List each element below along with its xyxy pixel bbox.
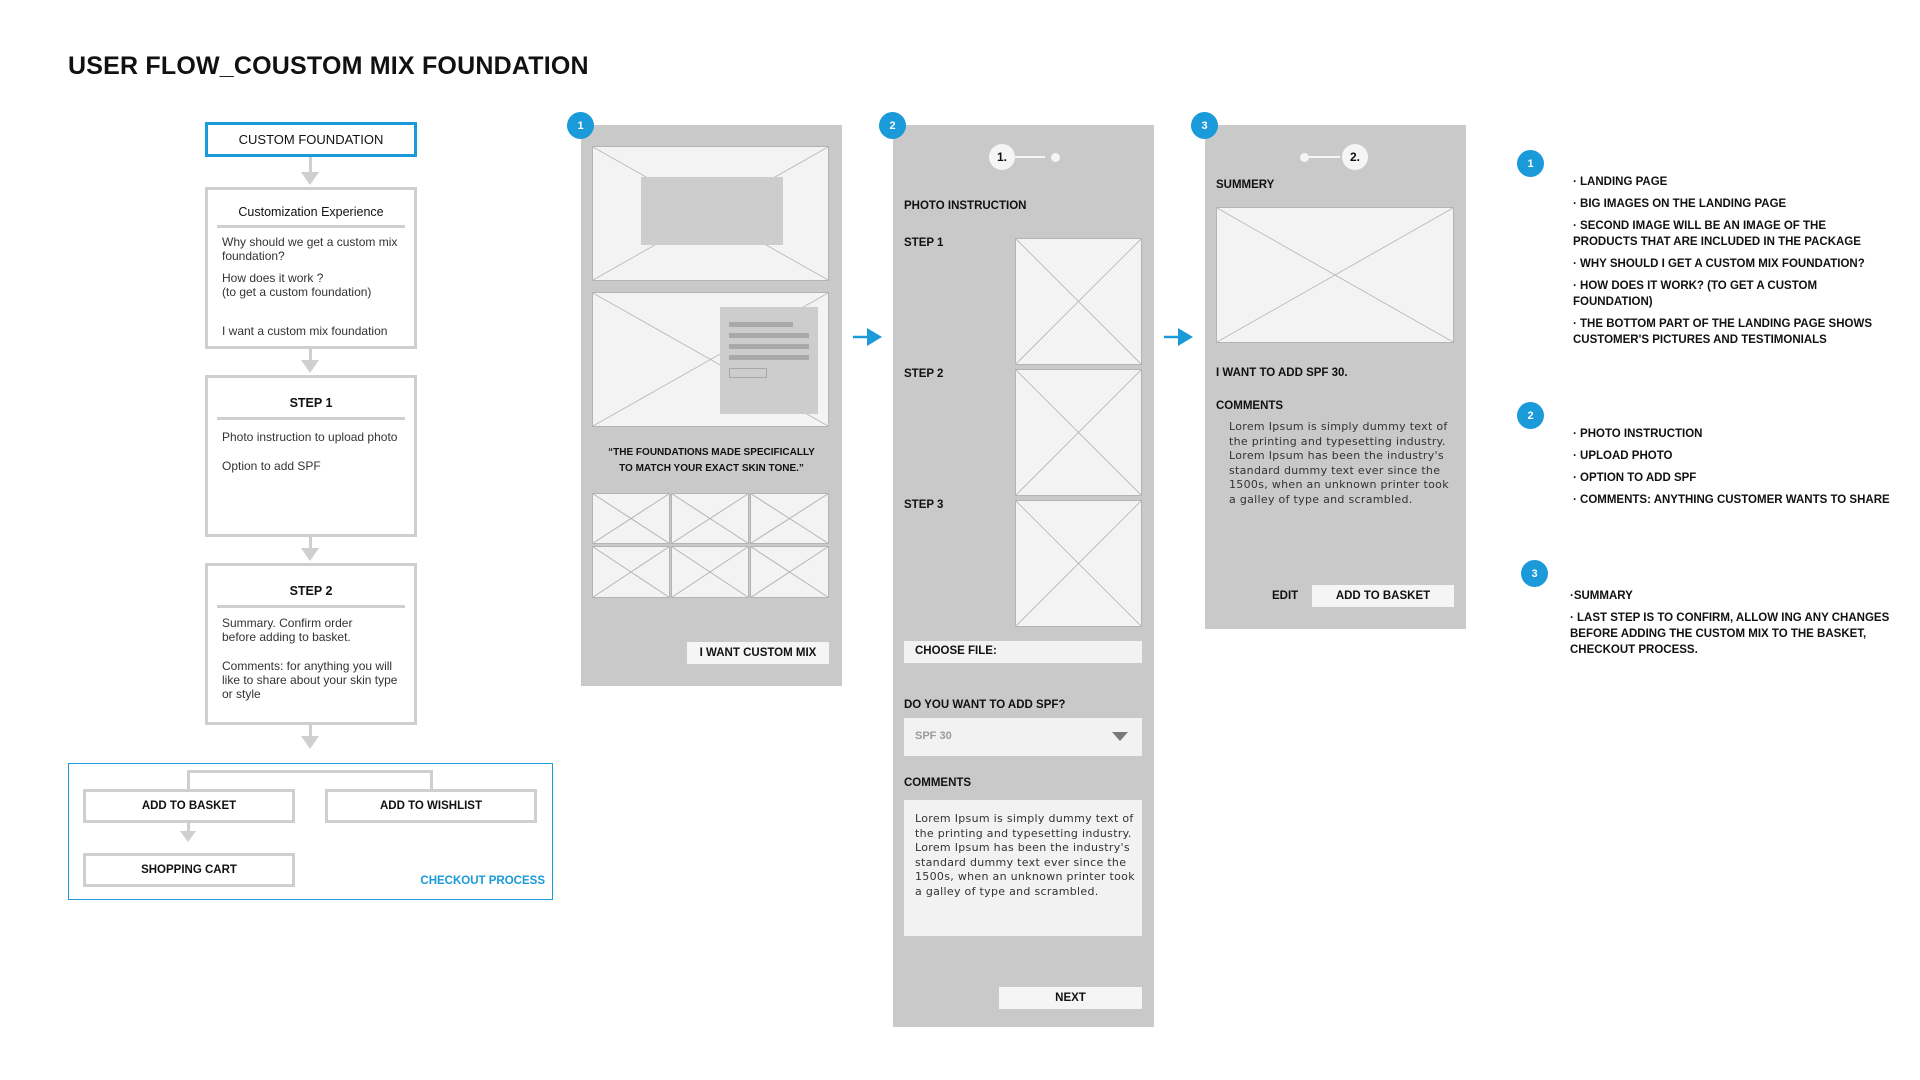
node-text: Comments: for anything you will like to share about your skin type or style [222, 659, 398, 701]
node-text: I want a custom mix foundation [222, 324, 388, 338]
landing-page-screen [581, 125, 842, 686]
comments-textarea[interactable] [904, 800, 1142, 936]
add-to-wishlist-node[interactable]: ADD TO WISHLIST [325, 789, 537, 823]
arrow-down-icon [301, 360, 319, 373]
note-badge-3: 3 [1521, 560, 1548, 587]
tagline-quote: “THE FOUNDATIONS MADE SPECIFICALLY TO MATCH YOUR EXACT SKIN TONE.” [608, 447, 815, 474]
product-image-placeholder [592, 292, 829, 427]
hero-image-placeholder [592, 146, 829, 281]
step1-node [205, 375, 417, 537]
arrow-down-icon [180, 831, 196, 842]
photo-instruction-heading: PHOTO INSTRUCTION [904, 200, 1027, 212]
divider [217, 605, 405, 608]
note-item: · WHY SHOULD I GET A CUSTOM MIX FOUNDATION? [1573, 258, 1865, 270]
hero-content-block [641, 177, 783, 245]
arrow-down-icon [301, 548, 319, 561]
node-title: Customization Experience [238, 205, 384, 219]
node-text: How does it work ? (to get a custom foundation) [222, 271, 372, 299]
spf-select[interactable] [904, 718, 1142, 756]
note-list-3 [1570, 588, 1890, 664]
product-info-card [720, 307, 818, 414]
note-badge-2: 2 [1517, 402, 1544, 429]
node-text: Summary. Confirm order before adding to basket. [222, 616, 353, 644]
step3-image-placeholder [1015, 500, 1142, 627]
summary-screen [1205, 125, 1466, 629]
screen-badge-2: 2 [879, 112, 906, 139]
mini-button [729, 368, 767, 378]
note-item: · LAST STEP IS TO CONFIRM, ALLOW ING ANY CHANGES BEFORE ADDING THE CUSTOM MIX TO THE BASKET, CHECKOUT PROCESS. [1570, 612, 1890, 656]
note-item: ·SUMMARY [1570, 590, 1633, 602]
progress-step-active: 1. [989, 144, 1015, 170]
checkout-process-label: CHECKOUT PROCESS [420, 875, 545, 887]
note-item: · HOW DOES IT WORK? (TO GET A CUSTOM FOUNDATION) [1573, 280, 1818, 308]
progress-step-next [1051, 153, 1060, 162]
arrow-down-icon [301, 172, 319, 185]
flowchart [0, 0, 560, 910]
photo-instruction-screen [893, 125, 1154, 1027]
customization-experience-node [205, 187, 417, 349]
step3-label: STEP 3 [904, 499, 944, 511]
screen-badge-1: 1 [567, 112, 594, 139]
testimonial-grid [592, 493, 829, 598]
arrow-down-icon [301, 736, 319, 749]
node-title: STEP 2 [289, 584, 333, 598]
choose-file-input[interactable] [904, 641, 1142, 663]
spf-summary-line: I WANT TO ADD SPF 30. [1216, 367, 1348, 379]
arrow-right-icon [1164, 326, 1194, 348]
note-item: · LANDING PAGE [1573, 176, 1668, 188]
note-badge-1: 1 [1517, 150, 1544, 177]
add-to-basket-node[interactable]: ADD TO BASKET [83, 789, 295, 823]
step2-label: STEP 2 [904, 368, 944, 380]
screen-badge-3: 3 [1191, 112, 1218, 139]
connector-line [187, 770, 433, 773]
shopping-cart-node[interactable]: SHOPPING CART [83, 853, 295, 887]
arrow-right-icon [853, 326, 883, 348]
step1-label: STEP 1 [904, 237, 944, 249]
node-text: Why should we get a custom mix foundation? [222, 235, 398, 263]
text-line [729, 333, 809, 338]
step1-image-placeholder [1015, 238, 1142, 365]
node-text: Photo instruction to upload photo [222, 430, 398, 444]
spf-select-value: SPF 30 [915, 730, 952, 742]
step2-node [205, 563, 417, 725]
edit-button[interactable]: EDIT [1272, 590, 1299, 602]
spf-question-label: DO YOU WANT TO ADD SPF? [904, 699, 1066, 711]
note-item: · OPTION TO ADD SPF [1573, 472, 1697, 484]
step2-image-placeholder [1015, 369, 1142, 496]
comments-label: COMMENTS [904, 777, 972, 789]
i-want-custom-mix-button[interactable]: I WANT CUSTOM MIX [687, 642, 829, 664]
node-title: STEP 1 [289, 396, 333, 410]
divider [217, 225, 405, 228]
text-line [729, 344, 809, 349]
chevron-down-icon[interactable] [1112, 732, 1128, 741]
next-button[interactable]: NEXT [999, 987, 1142, 1009]
connector-line [187, 770, 190, 789]
summary-heading: SUMMERY [1216, 179, 1275, 191]
note-item: · COMMENTS: ANYTHING CUSTOMER WANTS TO SHARE [1573, 494, 1890, 506]
note-list-1 [1573, 174, 1893, 354]
comments-text: Lorem Ipsum is simply dummy text of the printing and typesetting industry. Lorem Ipsum has been the industry's standard dummy text ever since the 1500s, when an unknown printer took a galley of type and scrambled. [915, 812, 1135, 898]
testimonial-grid-drawing [592, 493, 829, 598]
node-text: Option to add SPF [222, 459, 321, 473]
text-line [729, 355, 809, 360]
note-list-2 [1573, 426, 1893, 514]
note-item: · PHOTO INSTRUCTION [1573, 428, 1703, 440]
note-item: · SECOND IMAGE WILL BE AN IMAGE OF THE PRODUCTS THAT ARE INCLUDED IN THE PACKAGE [1573, 220, 1861, 248]
summary-image-placeholder [1216, 207, 1454, 343]
divider [217, 417, 405, 420]
comments-text: Lorem Ipsum is simply dummy text of the printing and typesetting industry. Lorem Ipsum has been the industry's standard dummy text ever since the 1500s, when an unknown printer took a galley of type and scrambled. [1229, 420, 1449, 506]
connector-line [309, 157, 312, 173]
page-title: USER FLOW_COUSTOM MIX FOUNDATION [68, 52, 589, 80]
progress-line [1308, 156, 1340, 158]
progress-step-active: 2. [1342, 144, 1368, 170]
note-item: · BIG IMAGES ON THE LANDING PAGE [1573, 198, 1787, 210]
custom-foundation-node[interactable]: CUSTOM FOUNDATION [205, 122, 417, 157]
note-item: · UPLOAD PHOTO [1573, 450, 1673, 462]
text-line [729, 322, 793, 327]
comments-label: COMMENTS [1216, 400, 1284, 412]
choose-file-label: CHOOSE FILE: [915, 645, 997, 657]
add-to-basket-button[interactable]: ADD TO BASKET [1312, 585, 1454, 607]
note-item: · THE BOTTOM PART OF THE LANDING PAGE SHOWS CUSTOMER'S PICTURES AND TESTIMONIALS [1573, 318, 1872, 346]
progress-line [1013, 156, 1045, 158]
connector-line [430, 770, 433, 789]
